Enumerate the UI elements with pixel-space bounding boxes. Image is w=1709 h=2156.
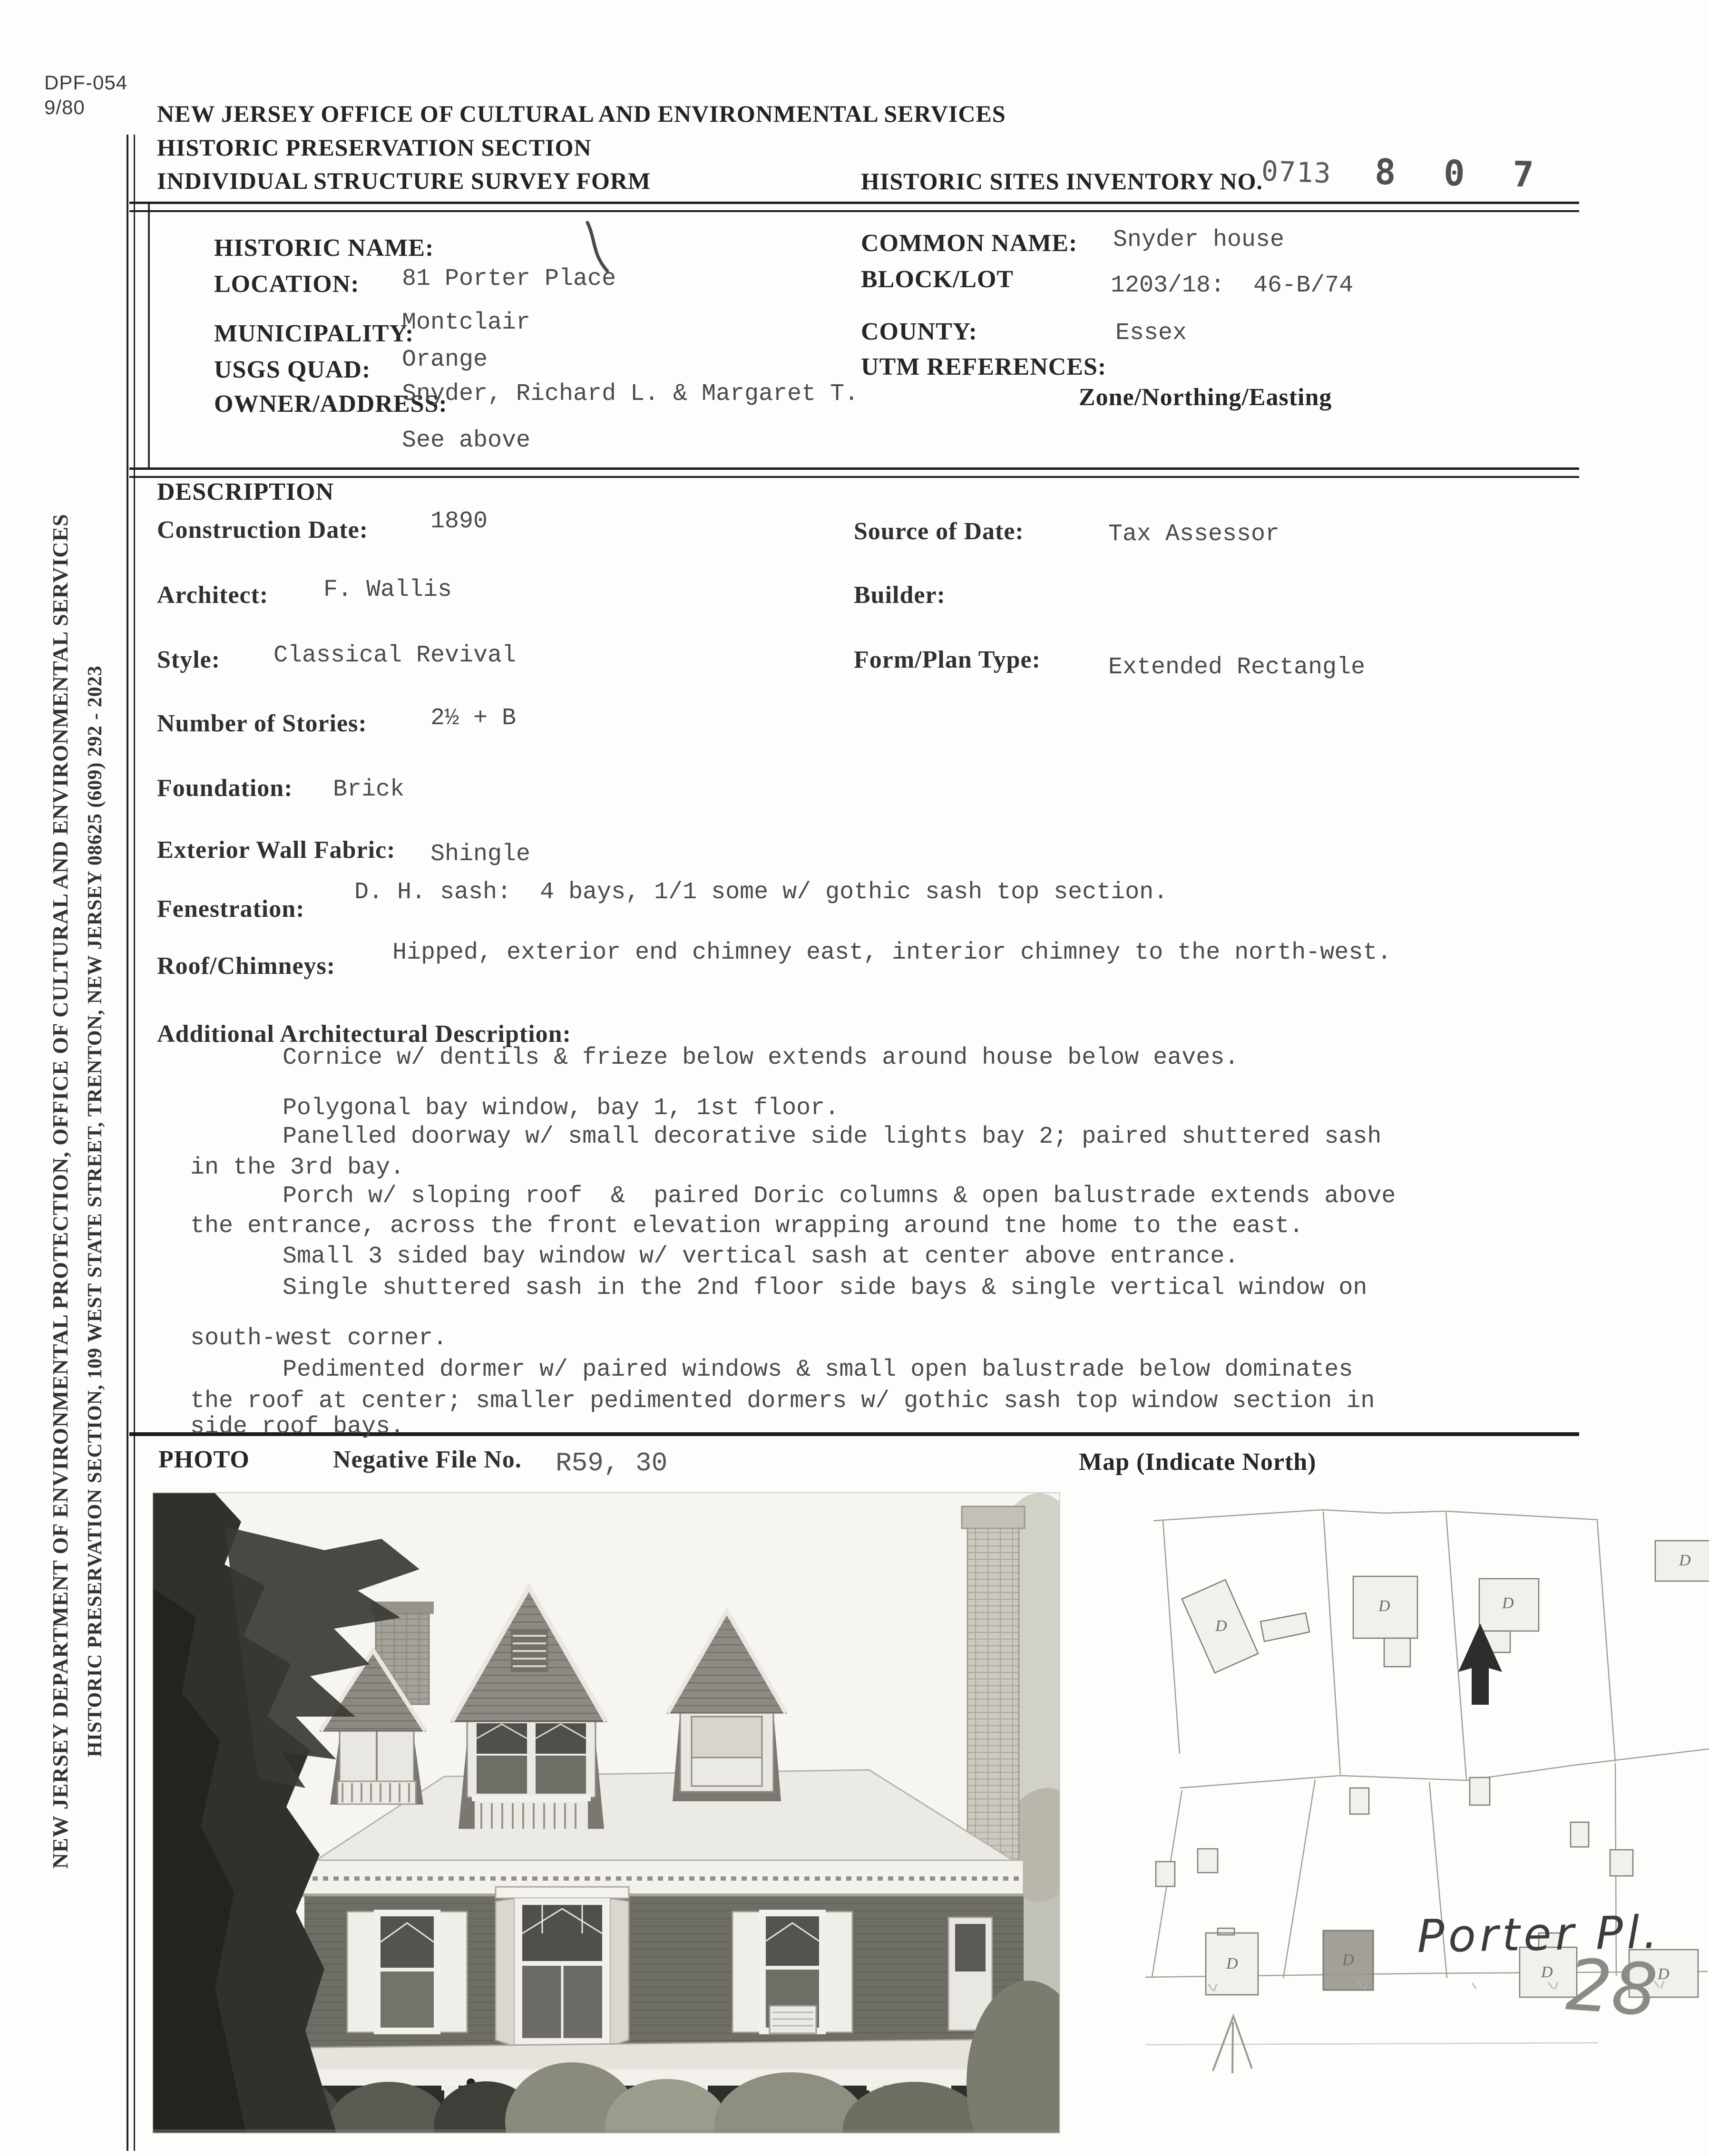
agency-title-line1: NEW JERSEY OFFICE OF CULTURAL AND ENVIRONMENTAL SERVICES [157, 100, 1006, 127]
additional-description-line: the roof at center; smaller pedimented dormers w/ gothic sash top window section in [190, 1388, 1375, 1415]
form-plan-type-value: Extended Rectangle [1108, 654, 1366, 681]
common-name-label: COMMON NAME: [861, 230, 1078, 257]
additional-description-line: in the 3rd bay. [190, 1154, 405, 1181]
style-value: Classical Revival [273, 642, 517, 669]
header-divider-rule [129, 202, 1579, 212]
identification-box-left-line [148, 202, 150, 469]
block-lot-value: 1203/18: 46-B/74 [1111, 272, 1354, 299]
inventory-number-prefix-stamp: 0713 [1260, 155, 1332, 190]
usgs-quad-label: USGS QUAD: [214, 356, 371, 383]
roof-chimneys-value: Hipped, exterior end chimney east, interior chimney to the north-west. [392, 939, 1392, 966]
construction-date-value: 1890 [430, 508, 488, 535]
utm-references-label: UTM REFERENCES: [861, 353, 1107, 380]
second-floor-window-west [347, 1910, 467, 2034]
inventory-number-label: HISTORIC SITES INVENTORY NO. [861, 168, 1263, 194]
owner-address-value: Snyder, Richard L. & Margaret T. [402, 380, 859, 408]
number-of-stories-label: Number of Stories: [157, 710, 367, 737]
svg-text:D: D [1226, 1955, 1238, 1972]
additional-description-line: south-west corner. [190, 1325, 448, 1352]
house-photo-illustration [153, 1493, 1059, 2133]
fenestration-value: D. H. sash: 4 bays, 1/1 some w/ gothic sash top section. [354, 879, 1168, 906]
svg-text:D: D [1679, 1552, 1691, 1569]
map-page-number: 28 [1563, 1943, 1660, 2033]
identification-divider-rule [129, 467, 1579, 478]
source-of-date-value: Tax Assessor [1108, 521, 1280, 548]
svg-text:D: D [1378, 1597, 1390, 1615]
svg-text:D: D [1541, 1963, 1553, 1981]
additional-description-line: the entrance, across the front elevation wrapping around tne home to the east. [190, 1213, 1304, 1240]
form-revision: 9/80 [44, 96, 85, 118]
foundation-label: Foundation: [157, 775, 293, 802]
foundation-value: Brick [333, 776, 405, 803]
number-of-stories-value: 2½ + B [430, 705, 517, 732]
svg-text:D: D [1342, 1951, 1354, 1969]
location-value: 81 Porter Place [402, 265, 616, 292]
construction-date-label: Construction Date: [157, 516, 369, 544]
additional-description-label: Additional Architectural Description: [157, 1020, 571, 1048]
sidebar-agency-line: NEW JERSEY DEPARTMENT OF ENVIRONMENTAL PROTECTION, OFFICE OF CULTURAL AND ENVIRONMENTAL SERVICES [48, 514, 72, 1869]
owner-address-label: OWNER/ADDRESS: [214, 390, 448, 418]
brick-chimney-east [962, 1506, 1025, 1861]
description-heading: DESCRIPTION [157, 478, 334, 505]
agency-title-line2: HISTORIC PRESERVATION SECTION [157, 134, 592, 161]
form-code: DPF-054 [44, 71, 128, 94]
owner-address-value2: See above [402, 427, 531, 454]
cornice-dentil-band [296, 1860, 1024, 1896]
sidebar-address-line: HISTORIC PRESERVATION SECTION, 109 WEST STATE STREET, TRENTON, NEW JERSEY 08625 (609) 292 - 2023 [84, 665, 106, 1757]
form-plan-type-label: Form/Plan Type: [854, 646, 1041, 673]
additional-description-line: Pedimented dormer w/ paired windows & small open balustrade below dominates [283, 1356, 1353, 1383]
zone-northing-easting-label: Zone/Northing/Easting [1079, 384, 1332, 411]
additional-description-line: Porch w/ sloping roof & paired Doric columns & open balustrade extends above [283, 1183, 1396, 1210]
fenestration-label: Fenestration: [157, 895, 305, 923]
architect-value: F. Wallis [323, 576, 452, 603]
additional-description-line: Polygonal bay window, bay 1, 1st floor. [283, 1095, 840, 1122]
svg-text:D: D [1502, 1594, 1514, 1612]
additional-description-line: Cornice w/ dentils & frieze below extends around house below eaves. [283, 1044, 1239, 1071]
common-name-value: Snyder house [1113, 226, 1285, 253]
photo-label: PHOTO [158, 1446, 250, 1473]
left-border-double-line [127, 135, 135, 2151]
form-title: INDIVIDUAL STRUCTURE SURVEY FORM [157, 167, 651, 194]
architect-label: Architect: [157, 582, 269, 609]
svg-text:D: D [1215, 1617, 1227, 1635]
historic-name-label: HISTORIC NAME: [214, 234, 434, 262]
additional-description-line: Panelled doorway w/ small decorative side lights bay 2; paired shuttered sash [283, 1123, 1382, 1150]
map-illustration [1118, 1484, 1709, 2102]
block-lot-label: BLOCK/LOT [861, 266, 1014, 293]
exterior-wall-fabric-value: Shingle [430, 841, 531, 868]
negative-file-no-value: R59, 30 [556, 1448, 668, 1478]
municipality-value: Montclair [402, 309, 531, 336]
style-label: Style: [157, 646, 221, 673]
street-name-handwritten: Porter Pl. [1416, 1906, 1662, 1963]
source-of-date-label: Source of Date: [854, 518, 1024, 545]
county-value: Essex [1115, 320, 1187, 347]
additional-description-line: side roof bays. [190, 1413, 405, 1440]
builder-label: Builder: [854, 582, 946, 609]
negative-file-no-label: Negative File No. [333, 1446, 522, 1473]
additional-description-line: Single shuttered sash in the 2nd floor side bays & single vertical window on [283, 1274, 1367, 1301]
county-label: COUNTY: [861, 318, 977, 345]
svg-text:D: D [1658, 1965, 1670, 1983]
second-floor-window-east [732, 1910, 852, 2034]
location-map [1118, 1484, 1709, 2102]
second-floor-bay-window [496, 1887, 629, 2047]
municipality-label: MUNICIPALITY: [214, 320, 414, 347]
location-label: LOCATION: [214, 271, 360, 298]
inventory-number-stamp: 8 0 7 [1374, 151, 1548, 196]
usgs-quad-value: Orange [402, 346, 488, 373]
map-label: Map (Indicate North) [1079, 1448, 1317, 1476]
house-photograph [152, 1492, 1060, 2134]
exterior-wall-fabric-label: Exterior Wall Fabric: [157, 836, 396, 864]
roof-chimneys-label: Roof/Chimneys: [157, 952, 336, 980]
additional-description-line: Small 3 sided bay window w/ vertical sash at center above entrance. [283, 1243, 1239, 1270]
